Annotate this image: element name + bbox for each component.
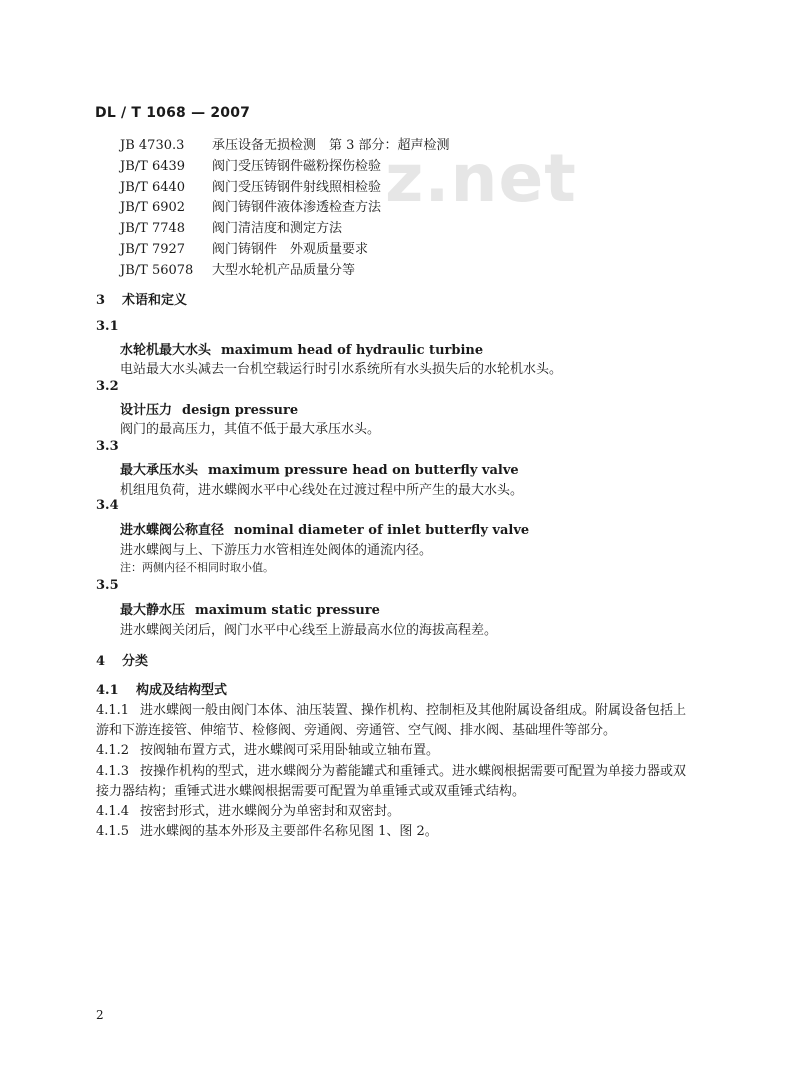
clause-4-1-4 [96,800,400,819]
term-number: 3.1 [96,319,119,334]
term-definition: 电站最大水头减去一台机空载运行时引水系统所有水头损失后的水轮机水头。 [120,362,563,377]
reference-code: JB/T 6439 [120,158,186,174]
reference-title: 阀门受压铸钢件磁粉探伤检验 [212,158,382,174]
reference-title: 大型水轮机产品质量分等 [212,262,356,278]
clause-4-1-3 [96,760,686,779]
term-cn: 设计压力 [120,403,173,418]
standard-id: DL / T 1068 — 2007 [95,105,251,121]
term-number: 3.5 [96,578,119,593]
reference-code: JB/T 6902 [120,200,186,216]
reference-item [120,217,450,238]
clause-text: 进水蝶阀的基本外形及主要部件名称见图 1、图 2。 [140,824,438,839]
subsection-number: 4.1 [96,683,119,698]
term-note: 注：两侧内径不相同时取小值。 [120,561,274,574]
reference-title: 阀门受压铸钢件射线照相检验 [212,179,382,195]
reference-code: JB/T 56078 [120,262,194,278]
watermark: z.net [385,140,577,217]
clause-text-continued: 游和下游连接管、伸缩节、检修阀、旁通阀、旁通管、空气阀、排水阀、基础埋件等部分。 [96,723,617,738]
reference-item [120,134,450,155]
section-number: 3 [96,293,106,308]
term-heading [120,339,483,358]
term-definition: 进水蝶阀关闭后，阀门水平中心线至上游最高水位的海拔高程差。 [120,623,498,638]
reference-list [120,134,450,280]
clause-number: 4.1.4 [96,804,130,819]
clause-text: 进水蝶阀一般由阀门本体、油压装置、操作机构、控制柜及其他附属设备组成。附属设备包括上 [140,703,687,718]
term-en: maximum head of hydraulic turbine [221,343,484,358]
term-heading [120,519,529,538]
section-number: 4 [96,654,106,669]
term-en: design pressure [182,403,299,418]
reference-title: 阀门铸钢件液体渗透检查方法 [212,200,382,216]
term-en: nominal diameter of inlet butterfly valve [234,523,530,538]
term-cn: 水轮机最大水头 [120,343,212,358]
clause-number: 4.1.2 [96,743,130,758]
term-heading [120,459,519,478]
clause-text: 按操作机构的型式，进水蝶阀分为蓄能罐式和重锤式。进水蝶阀根据需要可配置为单接力器或双 [140,764,687,779]
reference-code: JB/T 7748 [120,221,186,237]
term-definition: 进水蝶阀与上、下游压力水管相连处阀体的通流内径。 [120,543,433,558]
reference-title: 承压设备无损检测 第 3 部分：超声检测 [212,138,450,153]
reference-code: JB/T 7927 [120,241,186,257]
term-heading [120,399,298,418]
subsection-title: 构成及结构型式 [136,683,228,698]
term-number: 3.2 [96,379,119,394]
section-3-heading [96,289,187,308]
reference-title: 阀门铸钢件 外观质量要求 [212,241,369,257]
reference-item [120,196,450,217]
clause-4-1-1 [96,699,686,718]
clause-number: 4.1.3 [96,764,130,779]
page-number: 2 [96,1008,104,1022]
clause-number: 4.1.1 [96,703,130,718]
clause-text-continued: 接力器结构；重锤式进水蝶阀根据需要可配置为单重锤式或双重锤式结构。 [96,784,526,799]
reference-title: 阀门清洁度和测定方法 [212,221,343,237]
section-4-heading [96,650,148,669]
reference-item [120,238,450,259]
clause-4-1-2 [96,739,439,758]
reference-item [120,155,450,176]
term-cn: 最大承压水头 [120,463,199,478]
clause-text: 按阀轴布置方式，进水蝶阀可采用卧轴或立轴布置。 [140,743,440,758]
term-number: 3.3 [96,439,119,454]
term-heading [120,599,380,618]
term-definition: 阀门的最高压力，其值不低于最大承压水头。 [120,422,381,437]
term-en: maximum pressure head on butterfly valve [208,463,519,478]
clause-number: 4.1.5 [96,824,130,839]
clause-4-1-5 [96,820,438,839]
section-title: 术语和定义 [122,293,188,308]
reference-item [120,259,450,280]
term-cn: 最大静水压 [120,603,186,618]
subsection-heading [96,679,227,698]
term-number: 3.4 [96,498,119,513]
term-cn: 进水蝶阀公称直径 [120,523,225,538]
section-title: 分类 [122,654,149,669]
reference-item [120,176,450,197]
clause-text: 按密封形式，进水蝶阀分为单密封和双密封。 [140,804,401,819]
reference-code: JB/T 6440 [120,179,186,195]
term-en: maximum static pressure [195,603,380,618]
term-definition: 机组甩负荷，进水蝶阀水平中心线处在过渡过程中所产生的最大水头。 [120,483,524,498]
reference-code: JB 4730.3 [120,138,185,153]
